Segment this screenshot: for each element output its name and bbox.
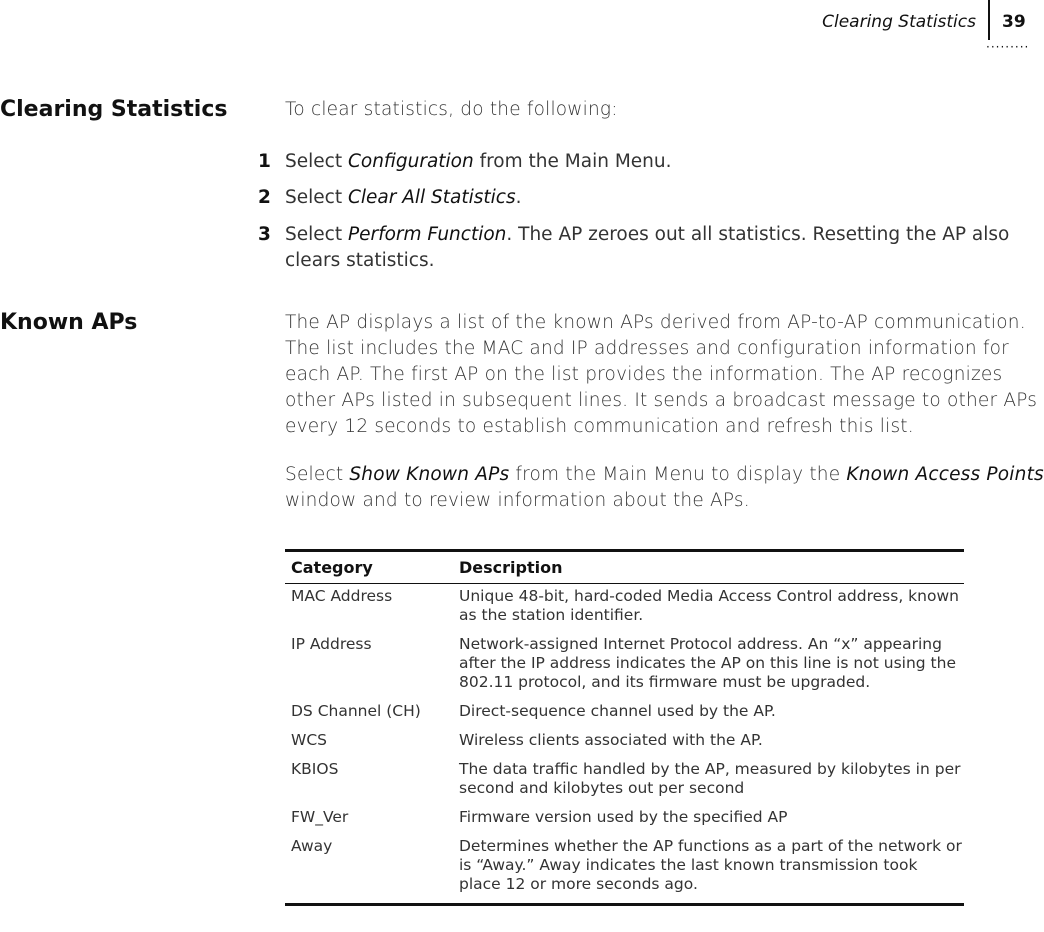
- step-number: 3: [258, 224, 271, 245]
- menu-ref-perform-function: Perform Function: [347, 224, 507, 245]
- step-number: 1: [258, 151, 271, 172]
- page-number: 39: [1002, 12, 1026, 32]
- table-row: DS Channel (CH) Direct-sequence channel used by the AP.: [291, 702, 776, 720]
- step-number: 2: [258, 187, 271, 208]
- menu-ref-clear-all: Clear All Statistics: [347, 187, 516, 208]
- menu-ref-show-known-aps: Show Known APs: [349, 464, 510, 485]
- section-heading-clearing: Clearing Statistics: [0, 97, 228, 122]
- known-aps-instructions: Select Show Known APs from the Main Menu to display the Known Access Points window and to review information about the APs.: [285, 464, 1044, 511]
- table-row: WCS Wireless clients associated with the AP.: [291, 731, 763, 749]
- known-aps-table: [285, 549, 964, 906]
- known-aps-paragraph: The AP displays a list of the known APs derived from AP-to-AP communication. The list includes the MAC and IP addresses and configuration information for each AP. The first AP on the list provides the information. The AP recognizes other APs listed in subsequent lines. It sends a broadcast message to other APs every 12 seconds to establish communication and refresh this list.: [285, 312, 1038, 437]
- page-corner-dots: ·········: [986, 40, 1030, 54]
- menu-ref-configuration: Configuration: [347, 151, 474, 172]
- table-row: Away Determines whether the AP functions as a part of the network or is “Away.” Away indicates the last known transmission took place 12 or more seconds ago.: [291, 837, 962, 893]
- table-row: MAC Address Unique 48-bit, hard-coded Media Access Control address, known as the station identifier.: [291, 587, 959, 624]
- table-row: KBIOS The data traffic handled by the AP, measured by kilobytes in per second and kilobytes out per second: [291, 760, 961, 797]
- column-header-category: Category: [285, 551, 453, 584]
- table-row: IP Address Network-assigned Internet Protocol address. An “x” appearing after the IP address indicates the AP on this line is not using the 802.11 protocol, and its firmware must be upgraded.: [291, 635, 956, 691]
- clearing-intro: To clear statistics, do the following:: [285, 99, 618, 120]
- page-corner-rule: [988, 0, 990, 40]
- running-title: Clearing Statistics: [822, 12, 976, 32]
- window-ref-known-access-points: Known Access Points: [846, 464, 1044, 485]
- section-heading-known-aps: Known APs: [0, 310, 138, 335]
- column-header-description: Description: [453, 551, 964, 584]
- table-row: FW_Ver Firmware version used by the specified AP: [291, 808, 788, 826]
